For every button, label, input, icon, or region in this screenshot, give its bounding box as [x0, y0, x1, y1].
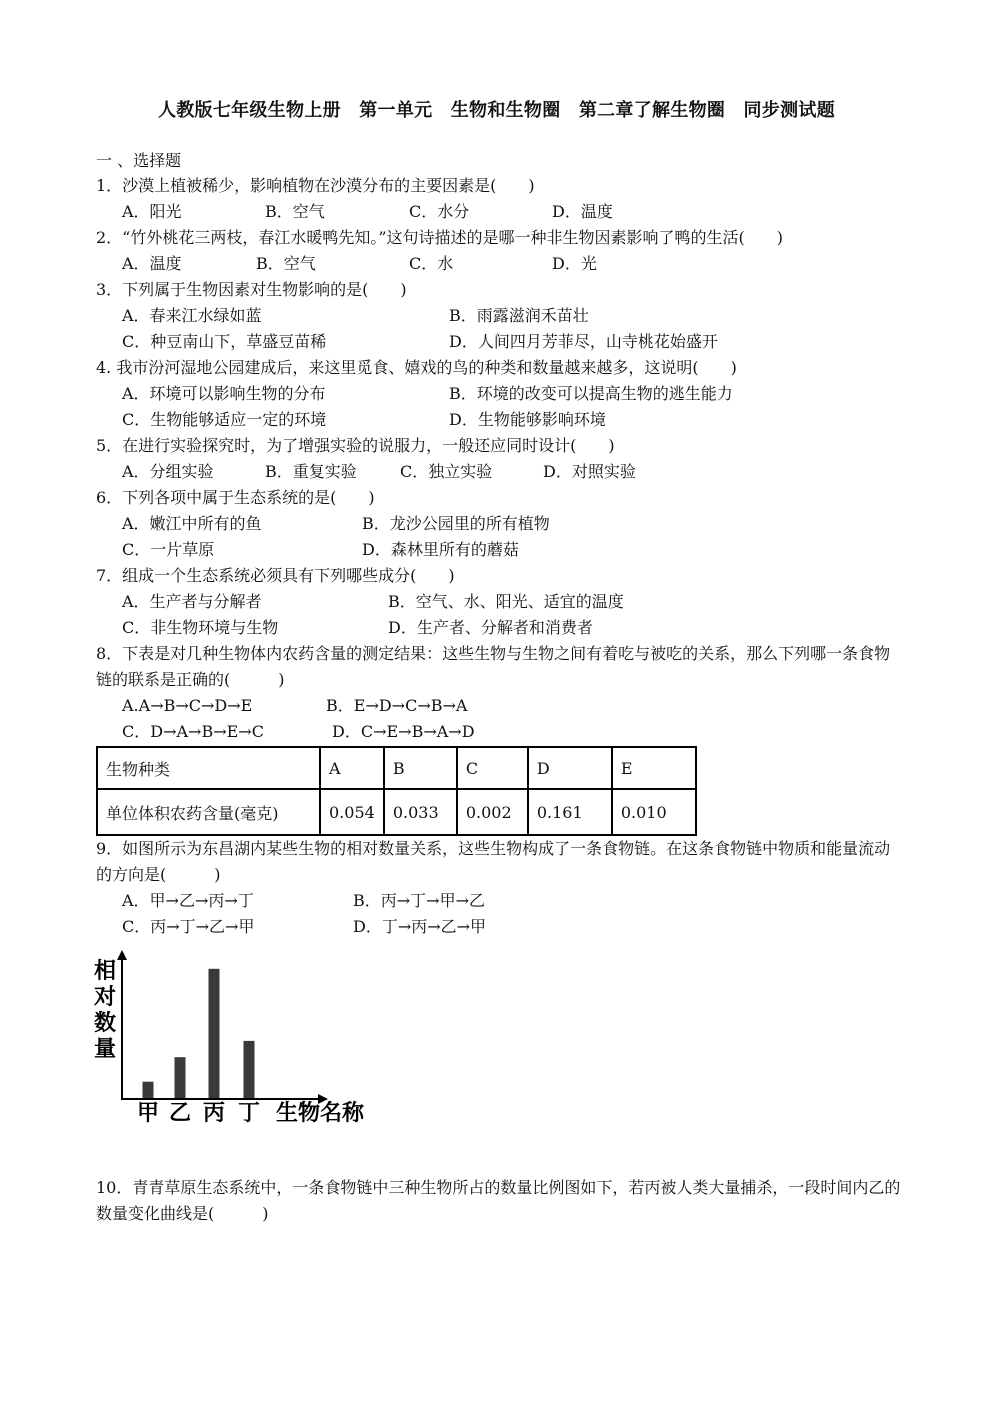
- y-label-char: 数: [94, 1011, 117, 1036]
- table-cell: 0.010: [612, 789, 696, 835]
- section-heading: 一 、选择题: [96, 151, 182, 170]
- q1-option-d: D．温度: [552, 202, 613, 221]
- bar-甲: [143, 1082, 154, 1098]
- question-2-stem: 2．“竹外桃花三两枝，春江水暖鸭先知。”这句诗描述的是哪一种非生物因素影响了鸭的生活( ): [96, 228, 784, 247]
- q7-option-b: B．空气、水、阳光、适宜的温度: [388, 592, 624, 611]
- q3-option-a: A．春来江水绿如蓝: [122, 306, 262, 325]
- table-cell: 0.033: [384, 789, 457, 835]
- question-7-stem: 7．组成一个生态系统必须具有下列哪些成分( ): [96, 566, 455, 585]
- q8-option-b: B．E→D→C→B→A: [326, 696, 468, 715]
- question-8-stem: 8．下表是对几种生物体内农药含量的测定结果：这些生物与生物之间有着吃与被吃的关系，那么下列哪一条食物链的联系是正确的( ): [96, 644, 891, 689]
- q1-option-a: A．阳光: [122, 202, 182, 221]
- table-cell: 生物种类: [97, 747, 320, 789]
- q7-option-c: C．非生物环境与生物: [122, 618, 279, 637]
- table-cell: B: [384, 747, 457, 789]
- table-cell: 0.054: [320, 789, 384, 835]
- q9-option-d: D．丁→丙→乙→甲: [353, 917, 487, 936]
- q5-option-d: D．对照实验: [543, 462, 636, 481]
- x-tick-label: 丁: [237, 1101, 261, 1126]
- x-axis-label: 生物名称: [276, 1101, 365, 1126]
- q2-option-b: B．空气: [256, 254, 316, 273]
- x-tick-label: 乙: [168, 1101, 192, 1126]
- q6-option-c: C．一片草原: [122, 540, 215, 559]
- question-1-stem: 1．沙漠上植被稀少，影响植物在沙漠分布的主要因素是( ): [96, 176, 535, 195]
- question-6-stem: 6．下列各项中属于生态系统的是( ): [96, 488, 375, 507]
- q1-option-c: C．水分: [409, 202, 470, 221]
- question-3-stem: 3．下列属于生物因素对生物影响的是( ): [96, 280, 407, 299]
- pesticide-table: [96, 746, 697, 836]
- q3-option-d: D．人间四月芳菲尽，山寺桃花始盛开: [449, 332, 718, 351]
- question-5-stem: 5．在进行实验探究时，为了增强实验的说服力，一般还应同时设计( ): [96, 436, 615, 455]
- q5-option-a: A．分组实验: [122, 462, 214, 481]
- table-cell: E: [612, 747, 696, 789]
- x-tick-label: 甲: [136, 1101, 160, 1126]
- bar-丁: [244, 1041, 255, 1098]
- q8-option-c: C．D→A→B→E→C: [122, 722, 264, 741]
- question-4-stem: 4. 我市汾河湿地公园建成后，来这里觅食、嬉戏的鸟的种类和数量越来越多，这说明( ): [96, 358, 737, 377]
- y-axis-label: [94, 959, 116, 1062]
- q2-option-a: A．温度: [122, 254, 182, 273]
- q4-option-d: D．生物能够影响环境: [449, 410, 606, 429]
- q6-option-a: A．嫩江中所有的鱼: [122, 514, 262, 533]
- question-10-stem: 10．青青草原生态系统中，一条食物链中三种生物所占的数量比例图如下，若丙被人类大量捕杀，一段时间内乙的数量变化曲线是( ): [96, 1178, 901, 1223]
- q1-option-b: B．空气: [265, 202, 325, 221]
- q2-option-c: C．水: [409, 254, 454, 273]
- table-cell: 0.002: [457, 789, 528, 835]
- x-tick-label: 丙: [202, 1101, 226, 1126]
- q6-option-b: B．龙沙公园里的所有植物: [362, 514, 550, 533]
- q7-option-a: A．生产者与分解者: [122, 592, 262, 611]
- q3-option-c: C．种豆南山下，草盛豆苗稀: [122, 332, 327, 351]
- q8-option-d: D．C→E→B→A→D: [332, 722, 475, 741]
- y-label-char: 量: [94, 1037, 117, 1062]
- q5-option-b: B．重复实验: [265, 462, 357, 481]
- y-label-char: 对: [94, 985, 117, 1010]
- bar-乙: [175, 1057, 186, 1098]
- q9-option-b: B．丙→丁→甲→乙: [353, 891, 485, 910]
- q3-option-b: B．雨露滋润禾苗壮: [449, 306, 589, 325]
- q4-option-a: A．环境可以影响生物的分布: [122, 384, 326, 403]
- table-cell: D: [528, 747, 612, 789]
- table-cell: 0.161: [528, 789, 612, 835]
- table-cell: A: [320, 747, 384, 789]
- q9-option-a: A．甲→乙→丙→丁: [122, 891, 254, 910]
- bar-丙: [209, 969, 220, 1098]
- y-axis-arrow: [117, 950, 127, 960]
- y-label-char: 相: [94, 959, 117, 984]
- table-cell: C: [457, 747, 528, 789]
- question-9-stem: 9．如图所示为东昌湖内某些生物的相对数量关系，这些生物构成了一条食物链。在这条食物链中物质和能量流动的方向是( ): [96, 839, 891, 884]
- table-row: [97, 789, 696, 835]
- q7-option-d: D．生产者、分解者和消费者: [388, 618, 593, 637]
- page-title: 人教版七年级生物上册 第一单元 生物和生物圈 第二章了解生物圈 同步测试题: [157, 100, 836, 121]
- bar-chart: [90, 950, 380, 1135]
- q9-option-c: C．丙→丁→乙→甲: [122, 917, 255, 936]
- q8-option-a: A.A→B→C→D→E: [122, 696, 253, 715]
- table-header-row: [97, 747, 696, 789]
- table-cell: 单位体积农药含量(毫克): [97, 789, 320, 835]
- q5-option-c: C．独立实验: [400, 462, 493, 481]
- q6-option-d: D．森林里所有的蘑菇: [362, 540, 519, 559]
- q2-option-d: D．光: [552, 254, 597, 273]
- q4-option-c: C．生物能够适应一定的环境: [122, 410, 327, 429]
- q4-option-b: B．环境的改变可以提高生物的逃生能力: [449, 384, 733, 403]
